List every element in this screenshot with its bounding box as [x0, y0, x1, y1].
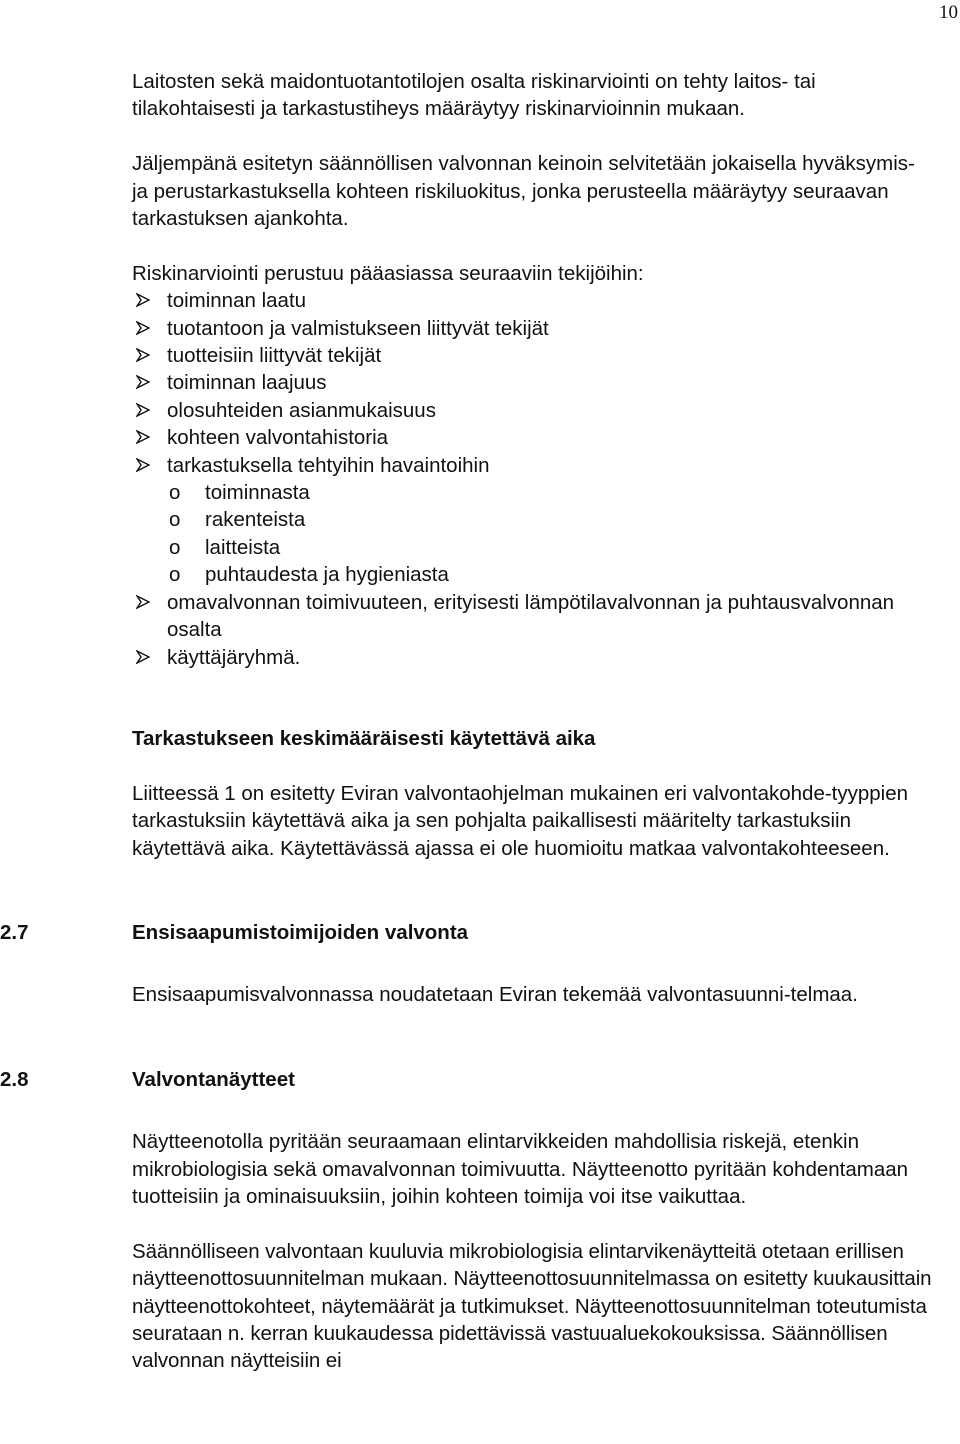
page-number: 10	[939, 2, 958, 23]
sub-list-item	[132, 479, 932, 506]
list-item-text: omavalvonnan toimivuuteen, erityisesti lämpötilavalvonnan ja puhtausvalvonnan osalta	[167, 590, 895, 642]
paragraph-inspection-timing: Jäljempänä esitetyn säännöllisen valvonnan keinoin selvitetään jokaisella hyväksymis- ja perustarkastuksella kohteen riskiluokitus, jonka perusteella määräytyy seuraavan tarkastuksen ajankohta.	[132, 152, 915, 231]
list-item-text: olosuhteiden asianmukaisuus	[167, 398, 436, 422]
circle-bullet: o	[169, 535, 181, 559]
list-item-text: tarkastuksella tehtyihin havaintoihin	[167, 453, 490, 477]
arrow-bullet-icon	[136, 595, 150, 609]
sub-list-item	[132, 506, 932, 533]
list-item	[132, 589, 932, 644]
section-heading-2-7	[0, 919, 932, 946]
circle-bullet: o	[169, 481, 181, 505]
risk-factors-intro: Riskinarviointi perustuu pääasiassa seuraaviin tekijöihin:	[132, 261, 644, 285]
section-number: 2.7	[0, 920, 29, 944]
observation-sublist	[167, 479, 932, 589]
subheading-inspection-time: Tarkastukseen keskimääräisesti käytettävä aika	[132, 726, 596, 750]
section-heading-2-8	[0, 1066, 932, 1093]
sub-list-item-text: puhtaudesta ja hygieniasta	[205, 563, 449, 587]
sub-list-item-text: rakenteista	[205, 508, 306, 532]
sub-list-item-text: toiminnasta	[205, 481, 310, 505]
list-item-text: tuotteisiin liittyvät tekijät	[167, 344, 382, 368]
arrow-bullet-icon	[136, 458, 150, 472]
list-item	[132, 424, 932, 451]
list-item	[132, 644, 932, 671]
arrow-bullet-icon	[136, 293, 150, 307]
list-item	[132, 397, 932, 424]
sub-list-item	[132, 561, 932, 588]
list-item	[132, 287, 932, 314]
list-item-text: käyttäjäryhmä.	[167, 645, 301, 669]
list-item	[132, 369, 932, 396]
list-item-text: toiminnan laatu	[167, 289, 307, 313]
risk-factor-list	[132, 287, 932, 671]
arrow-bullet-icon	[136, 348, 150, 362]
list-item	[132, 315, 932, 342]
paragraph-sampling-plan: Säännölliseen valvontaan kuuluvia mikrobiologisia elintarvikenäytteitä otetaan erillisen näytteenottosuunnitelman mukaan. Näytteenottosuunnitelmassa on esitetty kuukausittain näytteenottokohteet, näytemäärät ja tutkimukset. Näytteenottosuunnitelman toteutumista seurataan n. kerran kuukaudessa pidettävissä vastuualuekokouksissa. Säännöllisen valvonnan näytteisiin ei	[132, 1239, 932, 1373]
section-number: 2.8	[0, 1067, 29, 1091]
arrow-bullet-icon	[136, 375, 150, 389]
circle-bullet: o	[169, 508, 181, 532]
paragraph-first-arrival: Ensisaapumisvalvonnassa noudatetaan Eviran tekemää valvontasuunni-telmaa.	[132, 983, 858, 1007]
arrow-bullet-icon	[136, 430, 150, 444]
list-item-text: tuotantoon ja valmistukseen liittyvät tekijät	[167, 316, 549, 340]
arrow-bullet-icon	[136, 321, 150, 335]
sub-list-item-text: laitteista	[205, 535, 281, 559]
sub-list-item	[132, 534, 932, 561]
paragraph-risk-assessment: Laitosten sekä maidontuotantotilojen osalta riskinarviointi on tehty laitos- tai tilakohtaisesti ja tarkastustiheys määräytyy riskinarvioinnin mukaan.	[132, 70, 816, 121]
list-item-text: kohteen valvontahistoria	[167, 426, 389, 450]
arrow-bullet-icon	[136, 650, 150, 664]
circle-bullet: o	[169, 563, 181, 587]
list-item	[132, 452, 932, 589]
section-title: Ensisaapumistoimijoiden valvonta	[132, 920, 469, 944]
section-title: Valvontanäytteet	[132, 1067, 295, 1091]
list-item	[132, 342, 932, 369]
paragraph-sampling-goals: Näytteenotolla pyritään seuraamaan elintarvikkeiden mahdollisia riskejä, etenkin mikrobiologisia sekä omavalvonnan toimivuutta. Näytteenotto pyritään kohdentamaan tuotteisiin ja ominaisuuksiin, joihin kohteen toimija voi itse vaikuttaa.	[132, 1130, 909, 1208]
document-body	[0, 68, 932, 1375]
list-item-text: toiminnan laajuus	[167, 371, 327, 395]
paragraph-inspection-time: Liitteessä 1 on esitetty Eviran valvontaohjelman mukainen eri valvontakohde-tyyppien tarkastuksiin käytettävä aika ja sen pohjalta paikallisesti määritelty tarkastuksiin käytettävä aika. Käytettävässä ajassa ei ole huomioitu matkaa valvontakohteeseen.	[132, 781, 909, 860]
arrow-bullet-icon	[136, 403, 150, 417]
